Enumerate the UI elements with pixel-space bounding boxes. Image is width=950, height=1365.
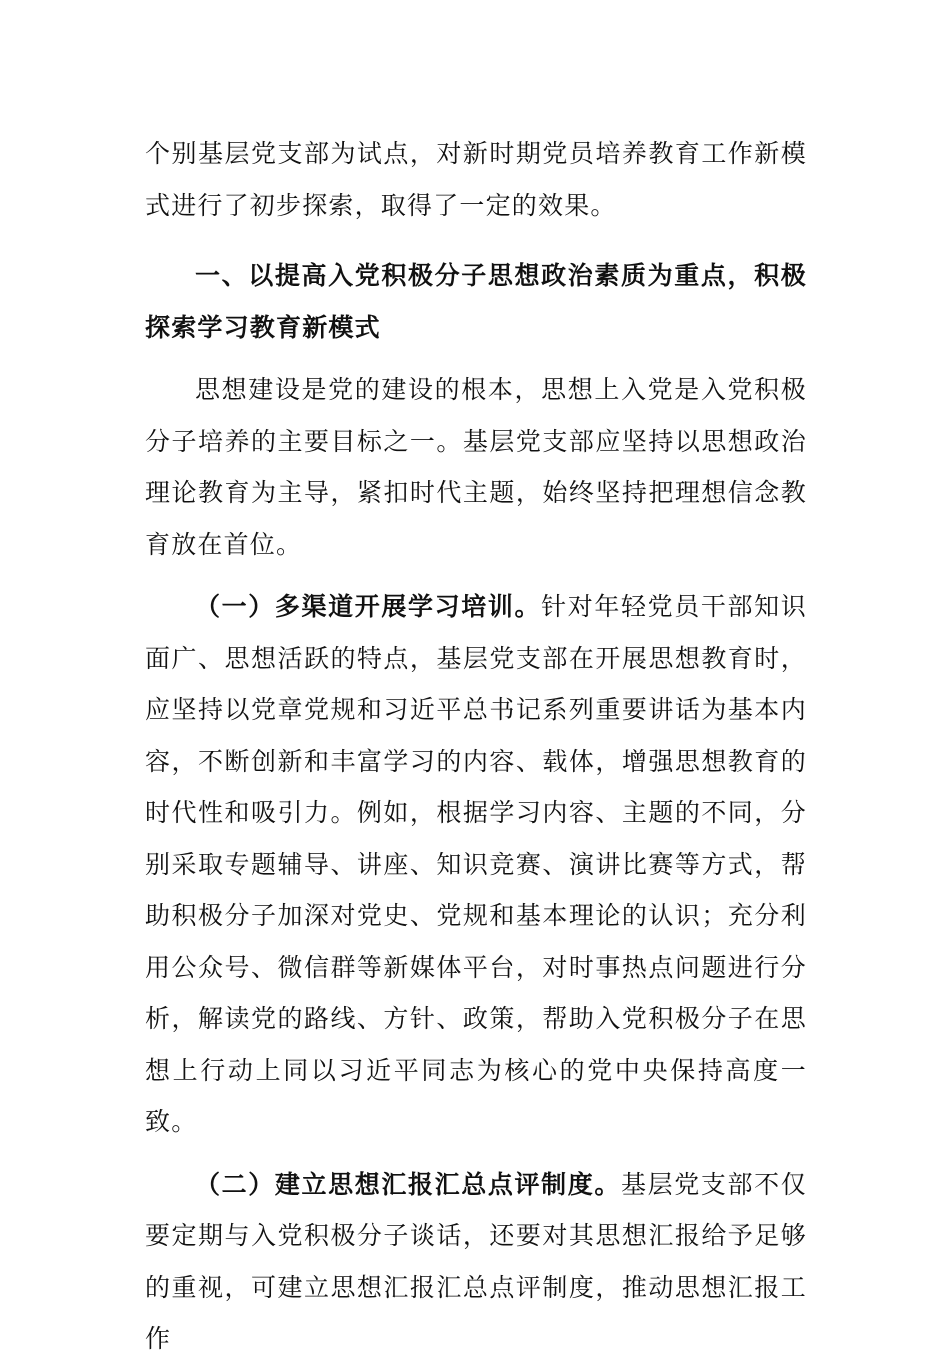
- subsection-2-title: （二）建立思想汇报汇总点评制度。: [195, 1169, 622, 1199]
- intro-paragraph: 个别基层党支部为试点，对新时期党员培养教育工作新模式进行了初步探索，取得了一定的效果。: [145, 139, 807, 220]
- subsection-1-title: （一）多渠道开展学习培训。: [195, 592, 542, 621]
- section-heading-1: 一、以提高入党积极分子思想政治素质为重点，积极探索学习教育新模式: [145, 261, 807, 342]
- subsection-2-body: 基层党支部不仅要定期与入党积极分子谈话，还要对其思想汇报给予足够的重视，可建立思想汇报汇总点评制度，推动思想汇报工作: [145, 1169, 807, 1353]
- subsection-1-paragraph: [145, 581, 807, 1148]
- subsection-1-body: 针对年轻党员干部知识面广、思想活跃的特点，基层党支部在开展思想教育时，应坚持以党章党规和习近平总书记系列重要讲话为基本内容，不断创新和丰富学习的内容、载体，增强思想教育的时代性和吸引力。例如，根据学习内容、主题的不同，分别采取专题辅导、讲座、知识竞赛、演讲比赛等方式，帮助积极分子加深对党史、党规和基本理论的认识；充分利用公众号、微信群等新媒体平台，对时事热点问题进行分析，解读党的路线、方针、政策，帮助入党积极分子在思想上行动上同以习近平同志为核心的党中央保持高度一致。: [145, 592, 807, 1136]
- subsection-2-paragraph: [145, 1159, 807, 1365]
- document-body: [145, 128, 807, 1365]
- section-1-paragraph: 思想建设是党的建设的根本，思想上入党是入党积极分子培养的主要目标之一。基层党支部应坚持以思想政治理论教育为主导，紧扣时代主题，始终坚持把理想信念教育放在首位。: [145, 375, 807, 559]
